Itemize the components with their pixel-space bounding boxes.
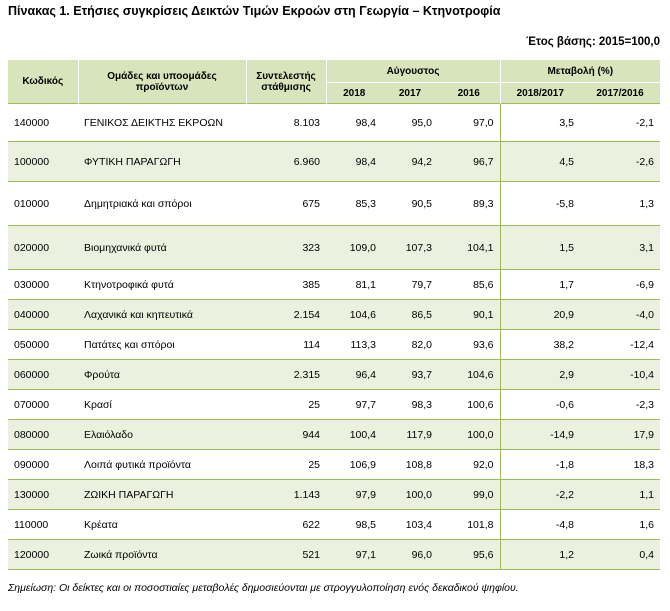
- cell-weight: 521: [246, 540, 326, 570]
- cell-2018: 113,3: [350, 338, 376, 351]
- cell-name: Φρούτα: [78, 360, 246, 390]
- cell-change-2017-2016: 1,3: [639, 197, 654, 210]
- cell-2016: 89,3: [473, 197, 494, 210]
- base-year-label: Έτος βάσης: 2015=100,0: [526, 36, 660, 48]
- cell-name: Πατάτες και σπόροι: [84, 338, 175, 351]
- cell-2016: 100,0: [438, 420, 500, 450]
- cell-2017: 117,9: [382, 420, 438, 450]
- table-row: [8, 226, 660, 270]
- cell-weight: 2.315: [246, 360, 326, 390]
- table-row: [8, 450, 660, 480]
- table-row: [8, 510, 660, 540]
- cell-code: 080000: [8, 420, 78, 450]
- header-2017: 2017: [382, 83, 438, 104]
- cell-2018: 97,1: [326, 540, 382, 570]
- table-row: [8, 270, 660, 300]
- cell-2016: 104,1: [438, 226, 500, 270]
- cell-weight: 323: [246, 226, 326, 270]
- footnote: Σημείωση: Οι δείκτες και οι ποσοστιαίες μεταβολές δημοσιεύονται με στρογγυλοποίηση ενός δεκαδικού ψηφίου.: [8, 582, 519, 594]
- table-row: [8, 480, 660, 510]
- cell-2017: 93,7: [382, 360, 438, 390]
- table-row: [8, 182, 660, 226]
- cell-change-2017-2016: 1,1: [580, 480, 660, 510]
- table-title: Πίνακας 1. Ετήσιες συγκρίσεις Δεικτών Τιμών Εκροών στη Γεωργία – Κτηνοτροφία: [8, 4, 501, 18]
- cell-name: Δημητριακά και σπόροι: [84, 197, 192, 210]
- cell-2018: 81,1: [355, 278, 376, 291]
- cell-code: 110000: [14, 518, 49, 531]
- cell-name: ΓΕΝΙΚΟΣ ΔΕΙΚΤΗΣ ΕΚΡΟΩΝ: [84, 116, 223, 129]
- cell-name: Βιομηχανικά φυτά: [78, 226, 246, 270]
- cell-weight: 944: [246, 420, 326, 450]
- cell-2017: 95,0: [411, 116, 432, 129]
- cell-name: Λαχανικά και κηπευτικά: [78, 300, 246, 330]
- cell-change-2017-2016: 18,3: [633, 458, 654, 471]
- cell-2016: 93,6: [473, 338, 494, 351]
- cell-2016: 95,6: [438, 540, 500, 570]
- cell-change-2017-2016: 1,6: [639, 518, 654, 531]
- cell-2018: 97,9: [326, 480, 382, 510]
- cell-change-2018-2017: 4,5: [500, 142, 580, 182]
- cell-change-2018-2017: 38,2: [500, 330, 580, 360]
- cell-code: 030000: [14, 278, 50, 291]
- table-row: [8, 104, 660, 142]
- cell-2017: 79,7: [411, 278, 432, 291]
- cell-change-2018-2017: 3,5: [500, 104, 580, 142]
- cell-weight: 385: [302, 278, 320, 291]
- cell-name: Κτηνοτροφικά φυτά: [84, 278, 174, 291]
- cell-2018: 98,4: [326, 142, 382, 182]
- header-august: Αύγουστος: [326, 60, 500, 83]
- cell-2018: 98,4: [355, 116, 376, 129]
- cell-name: Κρέατα: [84, 518, 118, 531]
- cell-2017: 82,0: [411, 338, 432, 351]
- cell-weight: 2.154: [246, 300, 326, 330]
- cell-weight: 8.103: [293, 116, 320, 129]
- cell-code: 040000: [8, 300, 78, 330]
- header-change-2017-2016: 2017/2016: [580, 83, 660, 104]
- cell-name: ΖΩΙΚΗ ΠΑΡΑΓΩΓΗ: [78, 480, 246, 510]
- cell-change-2018-2017: 1,7: [500, 270, 580, 300]
- cell-2016: 97,0: [473, 116, 494, 129]
- cell-code: 100000: [8, 142, 78, 182]
- cell-change-2018-2017: -0,6: [500, 390, 580, 420]
- table-row: [8, 420, 660, 450]
- cell-2016: 90,1: [438, 300, 500, 330]
- cell-2018: 104,6: [326, 300, 382, 330]
- cell-change-2017-2016: -6,9: [635, 278, 654, 291]
- cell-change-2017-2016: 0,4: [580, 540, 660, 570]
- cell-2017: 103,4: [405, 518, 432, 531]
- header-groups: Ομάδες και υποομάδες προϊόντων: [78, 60, 246, 104]
- table-row: [8, 142, 660, 182]
- cell-weight: 25: [308, 458, 320, 471]
- cell-2016: 99,0: [438, 480, 500, 510]
- cell-2017: 107,3: [382, 226, 438, 270]
- cell-change-2018-2017: 1,2: [500, 540, 580, 570]
- cell-2018: 97,7: [355, 398, 376, 411]
- cell-name: ΦΥΤΙΚΗ ΠΑΡΑΓΩΓΗ: [78, 142, 246, 182]
- table-header: [8, 60, 660, 104]
- cell-name: Λοιπά φυτικά προϊόντα: [84, 458, 191, 471]
- table-row: [8, 330, 660, 360]
- cell-weight: 622: [302, 518, 320, 531]
- cell-change-2017-2016: -2,3: [635, 398, 654, 411]
- cell-change-2018-2017: -2,2: [500, 480, 580, 510]
- cell-2018: 85,3: [355, 197, 376, 210]
- cell-2016: 85,6: [473, 278, 494, 291]
- cell-change-2018-2017: -14,9: [500, 420, 580, 450]
- cell-change-2017-2016: -2,1: [635, 116, 654, 129]
- cell-code: 090000: [14, 458, 50, 471]
- cell-2017: 100,0: [382, 480, 438, 510]
- cell-2018: 98,5: [355, 518, 376, 531]
- cell-2017: 94,2: [382, 142, 438, 182]
- cell-name: Ελαιόλαδο: [78, 420, 246, 450]
- cell-weight: 25: [308, 398, 320, 411]
- cell-2018: 96,4: [326, 360, 382, 390]
- cell-2018: 100,4: [326, 420, 382, 450]
- cell-name: Ζωικά προϊόντα: [78, 540, 246, 570]
- table-row: [8, 360, 660, 390]
- cell-change-2017-2016: -2,6: [580, 142, 660, 182]
- cell-2018: 109,0: [326, 226, 382, 270]
- cell-change-2018-2017: 20,9: [500, 300, 580, 330]
- cell-change-2017-2016: -4,0: [580, 300, 660, 330]
- cell-change-2018-2017: -4,8: [500, 510, 580, 540]
- table-row: [8, 390, 660, 420]
- header-weight: Συντελεστής στάθμισης: [246, 60, 326, 104]
- cell-2017: 90,5: [411, 197, 432, 210]
- cell-2016: 104,6: [438, 360, 500, 390]
- cell-change-2017-2016: -10,4: [580, 360, 660, 390]
- table-body: [8, 104, 660, 570]
- header-2018: 2018: [326, 83, 382, 104]
- cell-change-2017-2016: 17,9: [580, 420, 660, 450]
- cell-change-2018-2017: 2,9: [500, 360, 580, 390]
- cell-change-2017-2016: -12,4: [630, 338, 654, 351]
- cell-code: 130000: [8, 480, 78, 510]
- header-code: Κωδικός: [8, 60, 78, 104]
- cell-2016: 100,6: [467, 398, 494, 411]
- cell-code: 120000: [8, 540, 78, 570]
- cell-2016: 96,7: [438, 142, 500, 182]
- cell-change-2018-2017: -1,8: [500, 450, 580, 480]
- cell-name: Κρασί: [84, 398, 112, 411]
- price-index-table: [8, 60, 660, 570]
- cell-change-2018-2017: -5,8: [500, 182, 580, 226]
- cell-code: 020000: [8, 226, 78, 270]
- cell-2018: 106,9: [349, 458, 376, 471]
- cell-2017: 98,3: [411, 398, 432, 411]
- cell-change-2018-2017: 1,5: [500, 226, 580, 270]
- header-change-2018-2017: 2018/2017: [500, 83, 580, 104]
- cell-2016: 92,0: [473, 458, 494, 471]
- cell-code: 140000: [14, 116, 50, 129]
- table-row: [8, 540, 660, 570]
- cell-weight: 675: [302, 197, 320, 210]
- cell-2017: 108,8: [405, 458, 432, 471]
- cell-2017: 96,0: [382, 540, 438, 570]
- cell-code: 060000: [8, 360, 78, 390]
- cell-weight: 114: [303, 338, 320, 351]
- cell-weight: 6.960: [246, 142, 326, 182]
- header-2016: 2016: [438, 83, 500, 104]
- cell-code: 010000: [14, 197, 50, 210]
- cell-2016: 101,8: [467, 518, 494, 531]
- header-change: Μεταβολή (%): [500, 60, 660, 83]
- cell-2017: 86,5: [382, 300, 438, 330]
- cell-change-2017-2016: 3,1: [580, 226, 660, 270]
- cell-code: 070000: [14, 398, 50, 411]
- cell-code: 050000: [14, 338, 50, 351]
- table-row: [8, 300, 660, 330]
- cell-weight: 1.143: [246, 480, 326, 510]
